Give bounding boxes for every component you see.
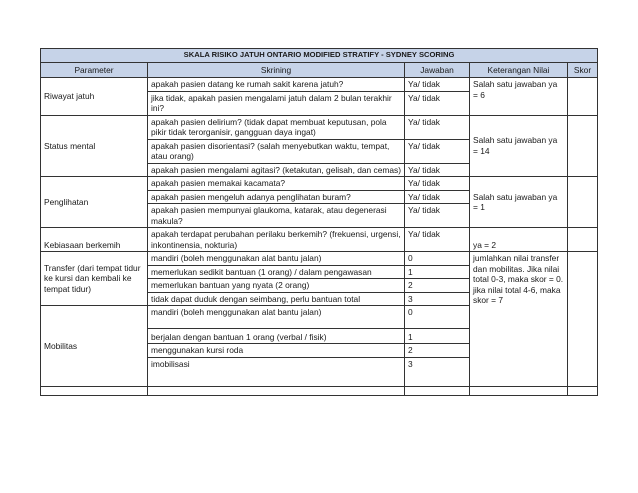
empty-row xyxy=(41,386,598,395)
answer: Ya/ tidak xyxy=(405,139,470,163)
answer: Ya/ tidak xyxy=(405,190,470,204)
question: apakah terdapat perubahan perilaku berkemih? (frekuensi, urgensi, inkontinensia, nokturia) xyxy=(148,228,405,252)
answer: Ya/ tidak xyxy=(405,177,470,191)
note-mental: Salah satu jawaban ya = 14 xyxy=(470,115,568,177)
param-berkemih: Kebiasaan berkemih xyxy=(41,228,148,252)
header-jawaban: Jawaban xyxy=(405,62,470,78)
param-mental: Status mental xyxy=(41,115,148,177)
question: mandiri (boleh menggunakan alat bantu jalan) xyxy=(148,252,405,266)
answer: Ya/ tidak xyxy=(405,91,470,115)
empty-cell xyxy=(148,386,405,395)
answer: 1 xyxy=(405,265,470,279)
answer: Ya/ tidak xyxy=(405,163,470,177)
question: apakah pasien mempunyai glaukoma, katarak, atau degenerasi makula? xyxy=(148,204,405,228)
answer: 2 xyxy=(405,344,470,358)
question: mandiri (boleh menggunakan alat bantu jalan) xyxy=(148,306,405,329)
answer: Ya/ tidak xyxy=(405,228,470,252)
empty-cell xyxy=(470,386,568,395)
note-transfer: jumlahkan nilai transfer dan mobilitas. Jika nilai total 0-3, maka skor = 0. jika nilai total 4-6, maka skor = 7 xyxy=(470,252,568,387)
table-row xyxy=(41,115,598,139)
param-penglihatan: Penglihatan xyxy=(41,177,148,228)
question: apakah pasien datang ke rumah sakit karena jatuh? xyxy=(148,78,405,92)
note-penglihatan: Salah satu jawaban ya = 1 xyxy=(470,177,568,228)
question: apakah pasien delirium? (tidak dapat membuat keputusan, pola pikir tidak terorganisir, gangguan daya ingat) xyxy=(148,115,405,139)
answer: Ya/ tidak xyxy=(405,78,470,92)
question: apakah pasien memakai kacamata? xyxy=(148,177,405,191)
answer: 1 xyxy=(405,329,470,344)
score-cell[interactable] xyxy=(568,228,598,252)
header-parameter: Parameter xyxy=(41,62,148,78)
header-skor: Skor xyxy=(568,62,598,78)
question: menggunakan kursi roda xyxy=(148,344,405,358)
table-row xyxy=(41,228,598,252)
table-row xyxy=(41,177,598,191)
answer: Ya/ tidak xyxy=(405,115,470,139)
param-riwayat: Riwayat jatuh xyxy=(41,78,148,116)
table-row xyxy=(41,78,598,92)
empty-cell xyxy=(568,386,598,395)
question: tidak dapat duduk dengan seimbang, perlu bantuan total xyxy=(148,292,405,306)
score-cell[interactable] xyxy=(568,177,598,228)
question: imobilisasi xyxy=(148,357,405,386)
score-cell[interactable] xyxy=(568,115,598,177)
score-cell[interactable] xyxy=(568,78,598,116)
answer: 3 xyxy=(405,357,470,386)
question: jika tidak, apakah pasien mengalami jatuh dalam 2 bulan terakhir ini? xyxy=(148,91,405,115)
risk-scale-sheet xyxy=(40,48,597,396)
param-transfer: Transfer (dari tempat tidur ke kursi dan kembali ke tempat tidur) xyxy=(41,252,148,306)
title-row xyxy=(41,49,598,63)
answer: 0 xyxy=(405,306,470,329)
table-title: SKALA RISIKO JATUH ONTARIO MODIFIED STRATIFY - SYDNEY SCORING xyxy=(41,49,598,63)
empty-cell xyxy=(41,386,148,395)
question: apakah pasien mengalami agitasi? (ketakutan, gelisah, dan cemas) xyxy=(148,163,405,177)
answer: 2 xyxy=(405,279,470,293)
header-skrining: Skrining xyxy=(148,62,405,78)
table-row xyxy=(41,252,598,266)
empty-cell xyxy=(405,386,470,395)
header-keterangan: Keterangan Nilai xyxy=(470,62,568,78)
question: memerlukan sedikit bantuan (1 orang) / dalam pengawasan xyxy=(148,265,405,279)
answer: 0 xyxy=(405,252,470,266)
answer: Ya/ tidak xyxy=(405,204,470,228)
question: memerlukan bantuan yang nyata (2 orang) xyxy=(148,279,405,293)
param-mobilitas: Mobilitas xyxy=(41,306,148,387)
note-riwayat: Salah satu jawaban ya = 6 xyxy=(470,78,568,116)
header-row xyxy=(41,62,598,78)
risk-scale-table xyxy=(40,48,598,396)
question: berjalan dengan bantuan 1 orang (verbal / fisik) xyxy=(148,329,405,344)
answer: 3 xyxy=(405,292,470,306)
note-berkemih: ya = 2 xyxy=(470,228,568,252)
score-cell[interactable] xyxy=(568,252,598,387)
question: apakah pasien disorientasi? (salah menyebutkan waktu, tempat, atau orang) xyxy=(148,139,405,163)
question: apakah pasien mengeluh adanya penglihatan buram? xyxy=(148,190,405,204)
